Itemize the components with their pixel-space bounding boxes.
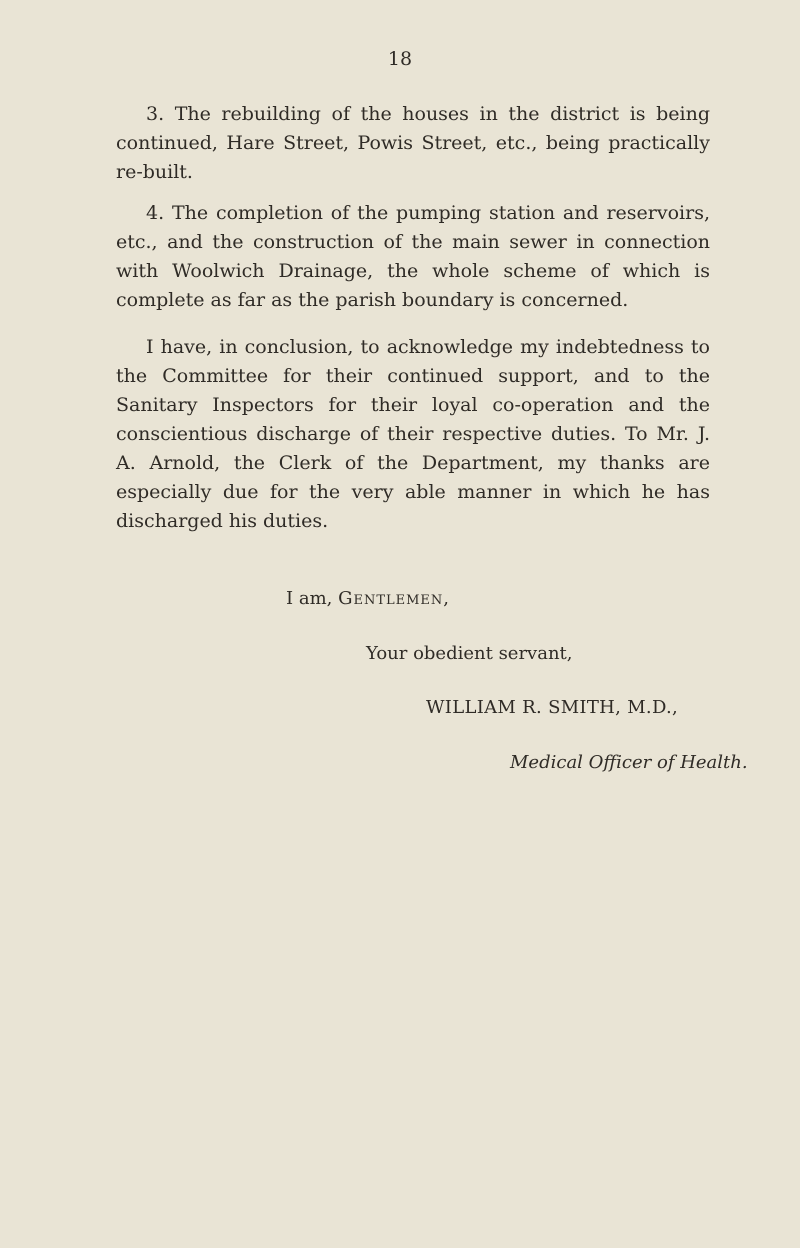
valediction: Your obedient servant, bbox=[366, 643, 573, 664]
signature-title: Medical Officer of Health. bbox=[510, 752, 748, 773]
paragraph-conclusion: I have, in conclusion, to acknowledge my indebtedness to the Committee for their continued support, and to the Sanitary Inspectors for their loyal co-operation and the conscientious discharge of their respective duties. To Mr. J. A. Arnold, the Clerk of the Department, my thanks are especially due for the very able manner in which he has discharged his duties. bbox=[116, 336, 710, 532]
salutation-gentlemen: Gentlemen, bbox=[338, 588, 451, 609]
page-number: 18 bbox=[387, 48, 413, 70]
signature-name: WILLIAM R. SMITH, M.D., bbox=[426, 697, 679, 718]
salutation bbox=[286, 588, 450, 609]
report-body bbox=[116, 100, 710, 548]
paragraph-item-3: 3. The rebuilding of the houses in the district is being continued, Hare Street, Powis Street, etc., being practically re-built. bbox=[116, 103, 710, 183]
salutation-prefix: I am, bbox=[286, 588, 339, 609]
paragraph-item-4: 4. The completion of the pumping station and reservoirs, etc., and the construction of the main sewer in connection with Woolwich Drainage, the whole scheme of which is complete as far as the parish boundary is concerned. bbox=[116, 202, 710, 311]
